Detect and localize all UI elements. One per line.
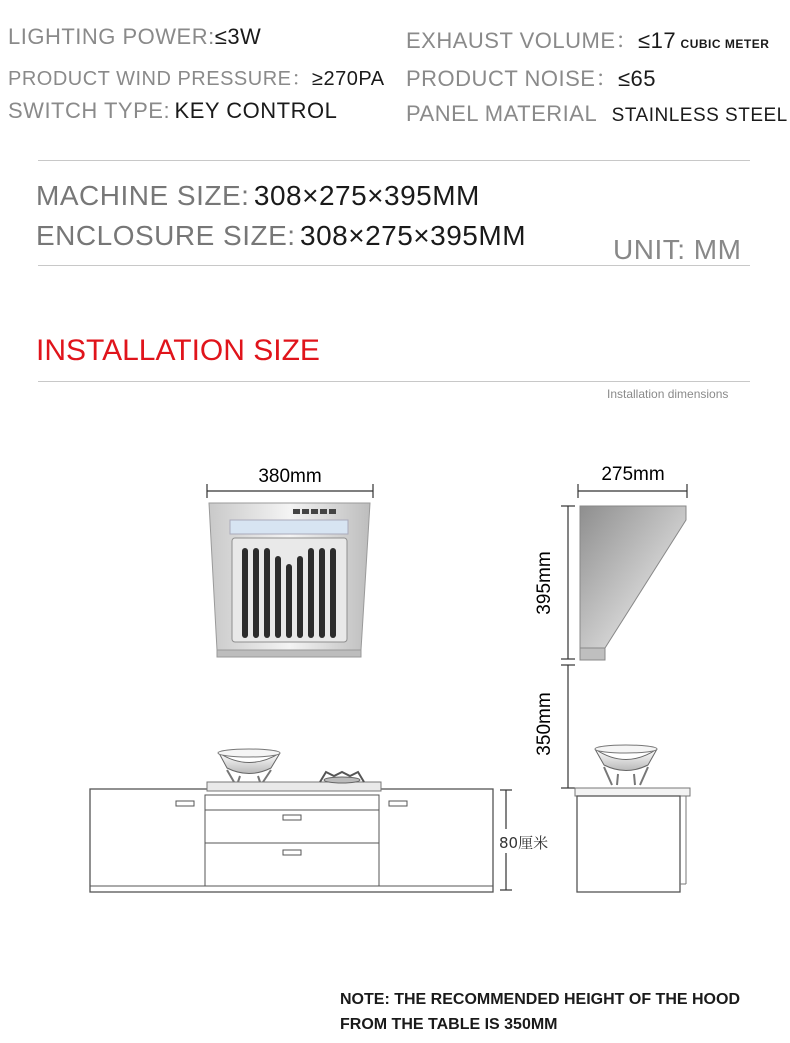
spec-key: PANEL MATERIAL — [406, 101, 598, 126]
spec-key: PRODUCT WIND PRESSURE： — [8, 68, 312, 90]
size-value: 308×275×395MM — [300, 220, 527, 251]
counter-dimension — [497, 790, 551, 890]
counter-label: 80厘米 — [499, 834, 549, 852]
side-wok — [595, 745, 657, 785]
size-key: MACHINE SIZE: — [36, 180, 250, 211]
spec-key: LIGHTING POWER: — [8, 24, 215, 49]
height-dimension — [534, 506, 575, 659]
spec-value: ≤3W — [214, 24, 262, 49]
control-buttons — [293, 509, 336, 514]
spec-value: ≤17 — [638, 28, 677, 53]
spec-value: ≥270PA — [312, 68, 385, 90]
depth-label: 275mm — [601, 464, 665, 485]
note-line: FROM THE TABLE IS 350MM — [340, 1016, 558, 1033]
size-value: 308×275×395MM — [253, 180, 480, 211]
note-line: NOTE: THE RECOMMENDED HEIGHT OF THE HOOD — [340, 991, 740, 1008]
hood-side-view — [580, 506, 686, 660]
height-label: 395mm — [534, 551, 555, 615]
side-cabinet — [575, 788, 690, 892]
installation-note — [340, 987, 740, 1037]
spec-value: ≤65 — [617, 66, 656, 91]
spec-value: STAINLESS STEEL — [611, 105, 788, 126]
spec-key: PRODUCT NOISE： — [406, 66, 618, 91]
size-key: ENCLOSURE SIZE: — [36, 220, 296, 251]
depth-dimension — [578, 464, 687, 498]
hood-front-view — [209, 503, 370, 657]
clearance-dimension — [534, 665, 575, 788]
spec-key: EXHAUST VOLUME： — [406, 28, 639, 53]
installation-title: INSTALLATION SIZE — [36, 334, 320, 367]
installation-subtitle: Installation dimensions — [607, 387, 729, 401]
clearance-label: 350mm — [534, 692, 555, 756]
front-burner — [320, 772, 364, 783]
width-dimension — [207, 466, 373, 498]
front-cabinet — [90, 782, 493, 892]
unit-label: UNIT: MM — [613, 234, 742, 265]
spec-unit: CUBIC METER — [680, 37, 770, 51]
width-label: 380mm — [258, 466, 322, 487]
spec-value: KEY CONTROL — [174, 98, 338, 123]
spec-key: SWITCH TYPE: — [8, 98, 171, 123]
front-wok — [218, 749, 280, 782]
